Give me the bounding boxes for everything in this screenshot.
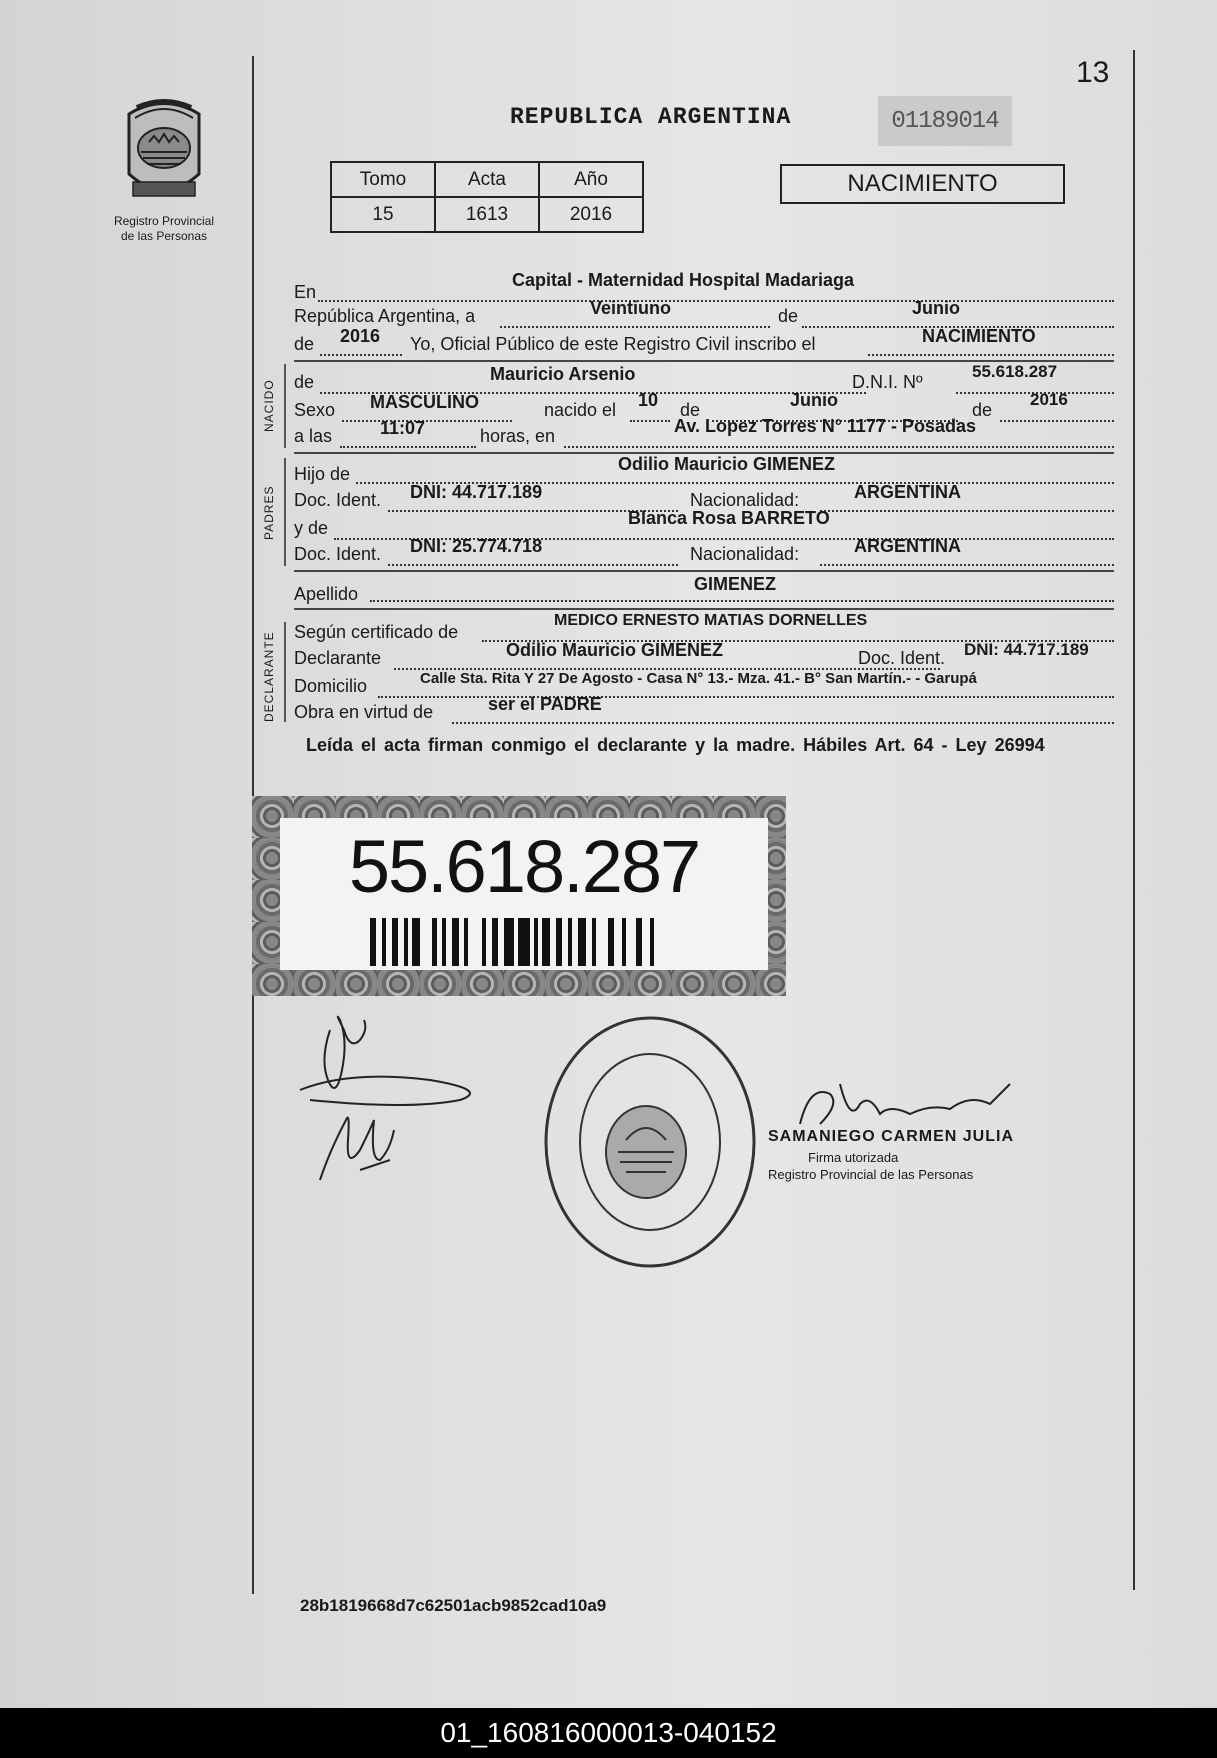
de-label: de xyxy=(778,306,799,326)
dni-label-card xyxy=(252,796,786,996)
separator-3 xyxy=(294,570,1114,572)
father-doc: DNI: 44.717.189 xyxy=(410,482,543,502)
declarante-bar xyxy=(284,622,286,722)
act-day-words: Veintiuno xyxy=(590,298,671,318)
document-hash: 28b1819668d7c62501acb9852cad10a9 xyxy=(300,1596,607,1615)
declarante-name-label: Declarante xyxy=(294,648,382,668)
hijo-de-label: Hijo de xyxy=(294,464,351,484)
separator-4 xyxy=(294,608,1114,610)
apellido-value: GIMENEZ xyxy=(694,574,777,594)
signatory-line3: Registro Provincial de las Personas xyxy=(768,1167,974,1182)
yo-text: Yo, Oficial Público de este Registro Civil inscribo el xyxy=(410,334,816,354)
nacido-label: NACIDO xyxy=(262,379,276,432)
acta-value: 1613 xyxy=(435,197,539,232)
row-obra xyxy=(294,694,1114,726)
tomo-header-row xyxy=(331,162,643,197)
declarante-name: Odilio Mauricio GIMENEZ xyxy=(506,640,724,660)
birth-place-institution: Capital - Maternidad Hospital Madariaga xyxy=(512,270,855,290)
mother-name: Blanca Rosa BARRETO xyxy=(628,508,830,528)
child-name: Mauricio Arsenio xyxy=(490,364,636,384)
act-year: 2016 xyxy=(340,326,381,346)
birth-year: 2016 xyxy=(1030,390,1068,409)
horas-label: horas, en xyxy=(480,426,556,446)
signature-block xyxy=(768,1128,1014,1182)
mother-nationality: ARGENTINA xyxy=(854,536,961,556)
a-las-label: a las xyxy=(294,426,333,446)
obra-label: Obra en virtud de xyxy=(294,702,434,722)
act-type: NACIMIENTO xyxy=(922,326,1036,346)
nacido-el-label: nacido el xyxy=(544,400,617,420)
official-seal-icon xyxy=(540,1012,760,1272)
y-de-label: y de xyxy=(294,518,329,538)
mother-nationality-label: Nacionalidad: xyxy=(690,544,800,564)
acta-header: Acta xyxy=(435,162,539,197)
father-doc-label: Doc. Ident. xyxy=(294,490,382,510)
right-margin-line xyxy=(1133,50,1135,1590)
signatory-line2: Firma utorizada xyxy=(808,1150,899,1165)
tomo-table xyxy=(330,161,644,233)
mother-doc: DNI: 25.774.718 xyxy=(410,536,543,556)
de-label-3: de xyxy=(972,400,993,420)
ano-header: Año xyxy=(539,162,643,197)
birth-month: Junio xyxy=(790,390,838,410)
row-year xyxy=(294,326,1114,358)
declarante-label: DECLARANTE xyxy=(262,631,276,722)
certificado-value: MEDICO ERNESTO MATIAS DORNELLES xyxy=(554,612,868,629)
act-month: Junio xyxy=(912,298,960,318)
tomo-value: 15 xyxy=(331,197,435,232)
row-mother-doc xyxy=(294,536,1114,568)
ano-value: 2016 xyxy=(539,197,643,232)
sexo-label: Sexo xyxy=(294,400,336,420)
footer-id-bar: 01_160816000013-040152 xyxy=(0,1708,1217,1758)
signature-1-icon xyxy=(290,1000,490,1200)
row-declarante xyxy=(294,640,1114,672)
birth-time: 11:07 xyxy=(380,418,426,438)
domicilio-label: Domicilio xyxy=(294,676,368,696)
row-en xyxy=(294,270,1114,304)
certificado-label: Según certificado de xyxy=(294,622,459,642)
closing-statement: Leída el acta firman conmigo el declarante y la madre. Hábiles Art. 64 - Ley 26994 xyxy=(306,735,1045,755)
de-year-label: de xyxy=(294,334,315,354)
logo-caption-line1: Registro Provincial xyxy=(113,214,215,228)
child-sex: MASCULINO xyxy=(370,392,479,412)
declarante-doc: DNI: 44.717.189 xyxy=(964,640,1089,659)
registry-logo xyxy=(104,96,224,244)
dni-label-white xyxy=(280,818,768,970)
page-number: 13 xyxy=(1076,56,1110,89)
birth-address: Av. Lopez Torres N° 1177 - Posadas xyxy=(674,416,976,436)
document-type-box: NACIMIENTO xyxy=(780,164,1065,204)
apellido-label: Apellido xyxy=(294,584,359,604)
declarante-doc-label: Doc. Ident. xyxy=(858,648,946,668)
tomo-header: Tomo xyxy=(331,162,435,197)
dni-label-number: 55.618.287 xyxy=(348,825,700,908)
barcode-icon xyxy=(370,918,690,966)
signatory-name: SAMANIEGO CARMEN JULIA xyxy=(768,1128,1015,1145)
en-label: En xyxy=(294,282,317,302)
row-domicilio xyxy=(294,670,1114,700)
row-apellido xyxy=(294,574,1114,604)
father-nationality-label: Nacionalidad: xyxy=(690,490,800,510)
father-nationality: ARGENTINA xyxy=(854,482,961,502)
padres-label: PADRES xyxy=(262,485,276,540)
child-dni: 55.618.287 xyxy=(972,362,1058,381)
padres-bar xyxy=(284,458,286,566)
tomo-value-row xyxy=(331,197,643,232)
nacido-de-label: de xyxy=(294,372,315,392)
de-label-2: de xyxy=(680,400,701,420)
logo-caption xyxy=(104,214,224,244)
domicilio-value: Calle Sta. Rita Y 27 De Agosto - Casa N° 13.- Mza. 41.- B° San Martín.- - Garupá xyxy=(420,670,977,687)
country-title: REPUBLICA ARGENTINA xyxy=(510,104,792,130)
father-name: Odilio Mauricio GIMENEZ xyxy=(618,454,836,474)
row-a-las xyxy=(294,416,1114,450)
birth-day: 10 xyxy=(638,390,659,410)
logo-caption-line2: de las Personas xyxy=(120,229,208,243)
province-emblem-icon xyxy=(119,96,209,208)
obra-value: ser el PADRE xyxy=(488,694,602,714)
mother-doc-label: Doc. Ident. xyxy=(294,544,382,564)
serial-number: 01189014 xyxy=(878,96,1012,146)
nacido-bar xyxy=(284,364,286,448)
republica-label: República Argentina, a xyxy=(294,306,476,326)
dni-label: D.N.I. Nº xyxy=(852,372,923,392)
